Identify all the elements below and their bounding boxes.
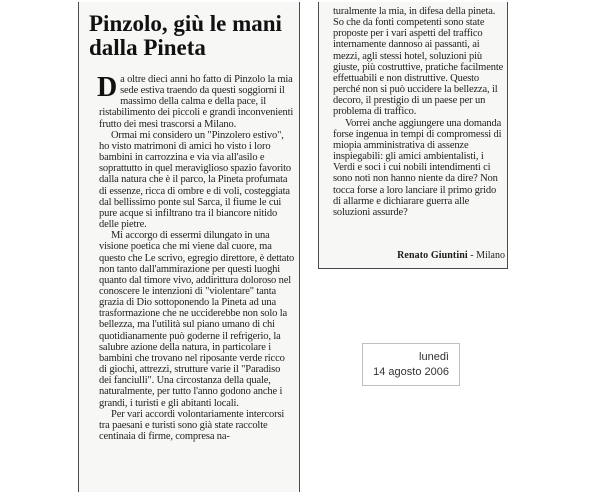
article-column-right <box>318 2 508 269</box>
paragraph-1 <box>99 74 295 130</box>
paragraph-3: Mi accorgo di essermi dilungato in una visione poetica che mi viene dal cuore, ma questo che Le scrivo, egregio direttore, è dettato non tanto dall'ammirazione per questi luoghi quanto dal timore vivo, addirittura doloroso nel conoscere le intenzioni di "violentare" tanta grazia di Dio sottoponendo la Pineta ad una trasformazione che ne ucciderebbe non solo la bellezza, ma l'utilità sul piano umano di chi quotidianamente può goderne il refrigerio, la salubre azione della natura, in particolare i bambini che trovano nel riposante verde ricco di giochi, attrezzi, strutture varie il "Paradiso dei fanciulli". Una circostanza della quale, naturalmente, per tutto l'anno godono anche i grandi, i turisti e gli abitanti locali. <box>99 230 295 409</box>
date-label <box>362 343 460 386</box>
date-label-day: lunedì <box>419 351 449 363</box>
paragraph-2: Ormai mi considero un "Pinzolero estivo", ho visto matrimoni di amici ho visto i loro bambini in carrozzina e via via all'asilo e soprattutto in quel meraviglioso spazio favorito dalla natura che è il parco, la Pineta profumata di essenze, ricca di ombre e di voli, costeggiata dal bellissimo ponte sul Sarca, il fiume le cui pure acque si infiltrano tra il biancore nitido delle pietre. <box>99 129 291 231</box>
article-body-left <box>99 74 295 442</box>
paragraph-4-continued: turalmente la mia, in difesa della pineta. So che da fonti competenti sono state proposte per i vari aspetti del traffico internamente dannoso ai passanti, ai mezzi, agli stessi hotel, soluzioni più giuste, più costruttive, pratiche facilmente effettuabili e non distruttive. Questo perché non si può uccidere la bellezza, il decoro, il prestigio di un paese per un problema di traffico. <box>333 6 504 118</box>
paragraph-4: Per vari accordi volontariamente intercorsi tra paesani e turisti sono già state raccolte centinaia di firme, compresa na- <box>99 408 285 442</box>
paragraph-1-text: a oltre dieci anni ho fatto di Pinzolo la mia sede estiva traendo da questi soggiorni il massimo della calma e della pace, il ristabilimento dei piccoli e grandi inconvenienti frutto dei mesi trascorsi a Milano. <box>99 74 294 130</box>
drop-cap: D <box>97 72 118 103</box>
headline-line-1: Pinzolo, giù le mani <box>89 11 282 36</box>
headline-line-2: dalla Pineta <box>89 35 206 60</box>
signature-name: Renato Giuntini <box>397 250 468 261</box>
article-headline <box>89 12 293 60</box>
paragraph-5: Vorrei anche aggiungere una domanda forse ingenua in tempi di compromessi di miopia amministrativa di assenze inspiegabili: gli amici ambientalisti, i Verdi e soci i cui nobili intendimenti ci sono noti non hanno niente da dire? Non tocca forse a loro lanciare il primo grido di allarme e dichiarare guerra alle soluzioni assurde? <box>333 117 502 218</box>
signature-city: - Milano <box>467 250 505 261</box>
signature <box>333 250 505 261</box>
article-body-right <box>333 6 505 218</box>
date-label-date: 14 agosto 2006 <box>373 366 449 378</box>
article-column-left <box>78 2 300 492</box>
